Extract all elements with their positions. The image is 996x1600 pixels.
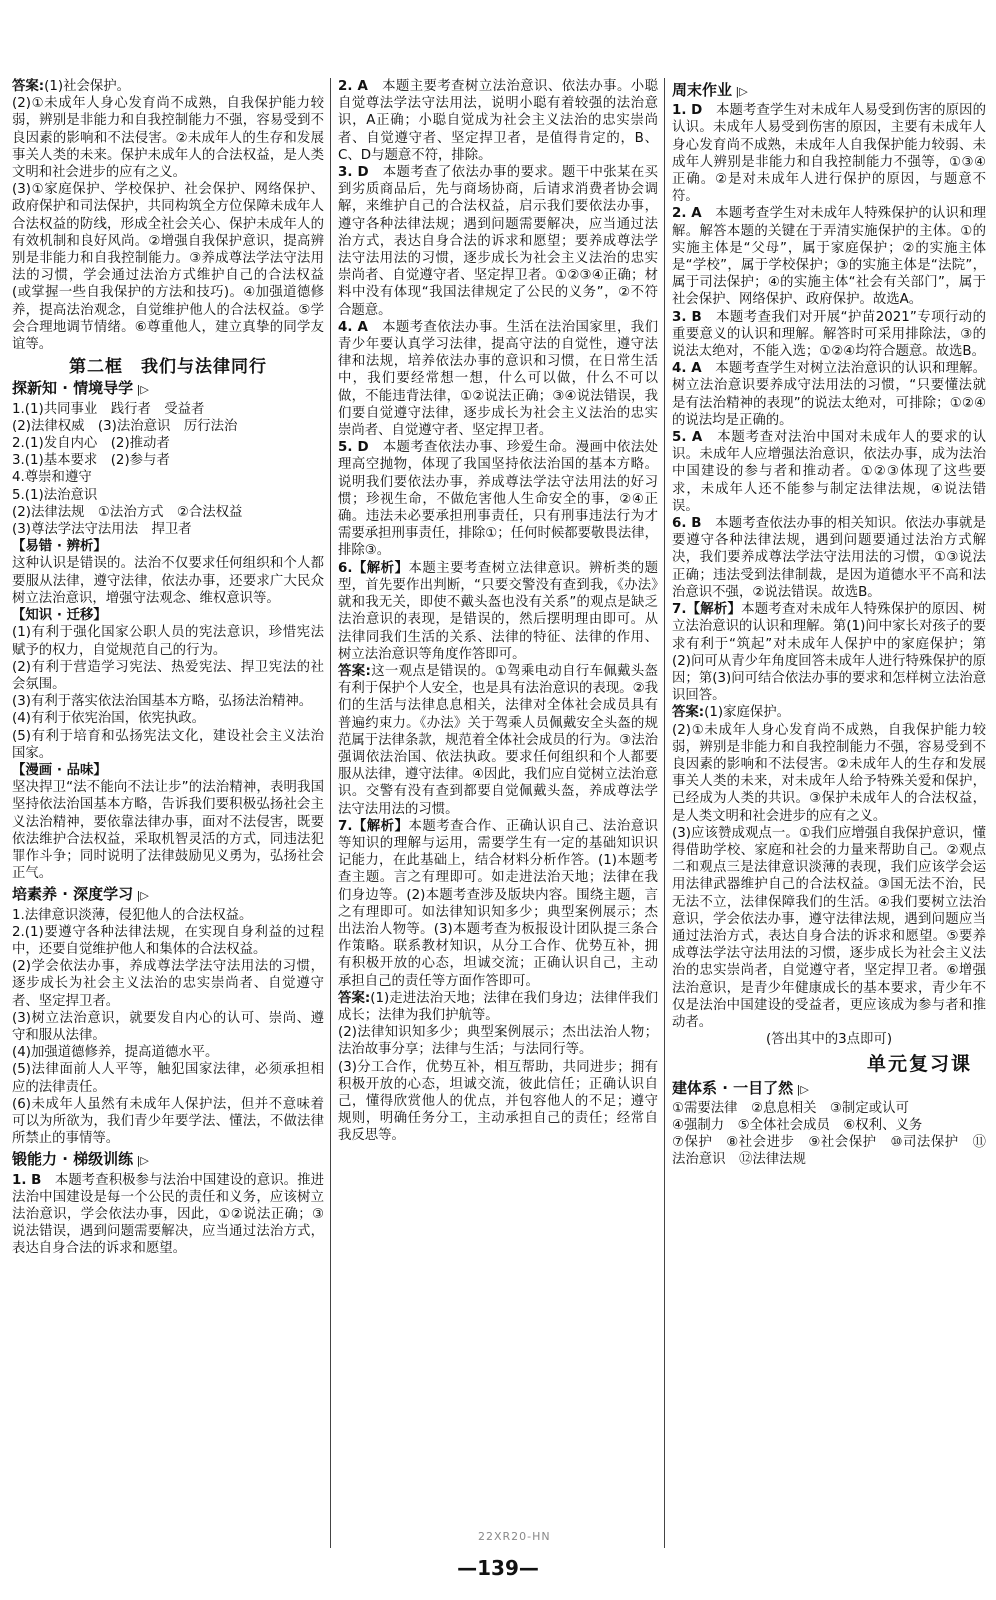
answer-text: 本题考查了依法办事的要求。题干中张某在买到劣质商品后，先与商场协商，后请求消费者协会调解，来维护自己的合法权益，启示我们要依法办事，遵守各种法律法规；遇到问题需要解决，应当通过法治方式，表达自身合法的诉求和愿望；要养成尊法学法守法用法的习惯，逐步成长为社会主义法治的忠实崇尚者、自觉遵守者、坚定捍卫者。①②③④正确；材料中没有体现“我国法律规定了公民的义务”，②不符合题意。 bbox=[338, 165, 658, 318]
section-header-label: 探新知 · 情境导学 bbox=[12, 379, 134, 398]
answer-text: (答出其中的3点即可) bbox=[765, 1032, 893, 1048]
answer-label: 答案: bbox=[338, 663, 371, 679]
answer-text: 本题主要考查树立法律意识。辨析类的题型，首先要作出判断，“只要交警没有查到我，《办法》就和我无关，即使不戴头盔也没有关系”的观点是缺乏法治意识的表现，是错误的，然后摆明理由即可。从法律同我们生活的关系、法律的特征、法律的作用、树立法治意识等角度作答即可。 bbox=[338, 560, 658, 662]
answer-label: 2. A bbox=[338, 79, 368, 94]
answer-paragraph bbox=[12, 710, 324, 727]
answer-text: 本题考查我们对开展“护苗2021”专项行动的重要意义的认识和理解。解答时可采用排除法，③的说法太绝对，不能入选；①②④均符合题意。故选B。 bbox=[672, 309, 986, 360]
answer-paragraph bbox=[12, 418, 324, 435]
answer-text: 1.法律意识淡薄，侵犯他人的合法权益。 bbox=[12, 907, 253, 923]
answer-paragraph bbox=[12, 538, 324, 555]
answer-text: (5)有利于培育和弘扬宪法文化，建设社会主义法治国家。 bbox=[12, 728, 324, 761]
section-arrow-icon: |▷ bbox=[133, 889, 149, 903]
answer-text: 本题考查合作、正确认识自己、法治意识等知识的理解与运用，需要学生有一定的基础知识识记能力，在此基础上，结合材料分析作答。(1)本题考查主题。言之有理即可。如走进法治天地；法律在我们身边等。(2)本题考查涉及版块内容。围绕主题，言之有理即可。如法律知识知多少；典型案例展示；杰出法治人物等。(3)本题考查为板报设计团队提三条合作策略。联系教材知识，从分工合作、优势互补，拥有积极开放的心态，坦诚交流；正确认识自己，主动承担自己的责任等方面作答即可。 bbox=[338, 818, 658, 989]
answer-paragraph bbox=[12, 1044, 324, 1061]
answer-label: 【易错 · 辨析】 bbox=[12, 539, 107, 555]
section-arrow-icon: |▷ bbox=[793, 1082, 809, 1096]
answer-text: (1)有利于强化国家公职人员的宪法意识，珍惜宪法赋予的权力，自觉规范自己的行为。 bbox=[12, 625, 324, 658]
unit-title: 单元复习课 bbox=[866, 1053, 972, 1076]
answer-text: 2.(1)发自内心 (2)推动者 bbox=[12, 436, 170, 452]
answer-paragraph bbox=[12, 521, 324, 538]
answer-label: 答案: bbox=[672, 705, 705, 721]
answer-paragraph bbox=[12, 181, 324, 353]
answer-paragraph bbox=[338, 1059, 658, 1145]
answer-paragraph bbox=[672, 1134, 986, 1168]
answer-paragraph bbox=[12, 907, 324, 924]
answer-paragraph bbox=[12, 555, 324, 607]
answer-text: (5)法律面前人人平等，触犯国家法律，必须承担相应的法律责任。 bbox=[12, 1062, 324, 1095]
answer-text: (2)法律知识知多少；典型案例展示；杰出法治人物；法治故事分享；法律与生活；与法同行等。 bbox=[338, 1025, 658, 1058]
answer-text: (3)尊法学法守法用法 捍卫者 bbox=[12, 522, 192, 538]
answer-text: 4.尊崇和遵守 bbox=[12, 470, 92, 486]
section-arrow-icon: |▷ bbox=[133, 383, 149, 397]
right-column bbox=[672, 78, 986, 1548]
answer-text: 本题考查依法办事的相关知识。依法办事就是要遵守各种法律法规，遇到问题要通过法治方式解决，我们要养成尊法学法守法用法的习惯，①③说法正确；违法受到法律制裁，是因为道德水平不高和法治意识不强，②说法错误。故选B。 bbox=[672, 516, 986, 600]
answer-paragraph bbox=[12, 452, 324, 469]
answer-paragraph bbox=[672, 205, 986, 308]
answer-paragraph bbox=[672, 601, 986, 704]
answer-paragraph bbox=[12, 728, 324, 762]
answer-paragraph bbox=[338, 990, 658, 1024]
answer-paragraph bbox=[12, 504, 324, 521]
answer-text: 本题考查学生对树立法治意识的认识和理解。树立法治意识要养成守法用法的习惯，“只要懂法就是有法治精神的表现”的说法太绝对，可排除；①②④的说法均是正确的。 bbox=[672, 361, 986, 428]
answer-paragraph bbox=[12, 693, 324, 710]
answer-label: 【知识 · 迁移】 bbox=[12, 608, 107, 624]
answer-text: (3)有利于落实依法治国基本方略，弘扬法治精神。 bbox=[12, 694, 313, 710]
answer-text: 坚决捍卫“法不能向不法让步”的法治精神，表明我国坚持依法治国基本方略，告诉我们要积极弘扬社会主义法治精神，要依靠法律办事，面对不法侵害，既要依法维护合法权益，采取机智灵活的方式，同违法犯罪作斗争；同时说明了法律鼓励见义勇为，弘扬社会正气。 bbox=[12, 780, 324, 882]
answer-label: 7.【解析】 bbox=[338, 818, 409, 834]
answer-label: 5. A bbox=[672, 430, 703, 446]
section-header bbox=[12, 1151, 324, 1169]
answer-label: 【漫画 · 品味】 bbox=[12, 762, 107, 778]
answer-text: 本题考查依法办事。生活在法治国家里，我们青少年要认真学习法律，提高守法的自觉性，遵守法律和法规，培养依法办事的意识和习惯，在日常生活中，我们要经常想一想，什么可以做，什么不可以做，不能违背法律，①②说法正确；③④说法错误，我们要自觉遵守法律，逐步成长为社会主义法治的忠实崇尚者、自觉遵守者、坚定捍卫者。 bbox=[338, 319, 658, 439]
answer-paragraph bbox=[672, 102, 986, 205]
section-arrow-icon: |▷ bbox=[133, 1154, 149, 1168]
answer-text: (2)①未成年人身心发育尚不成熟，自我保护能力较弱，辨别是非能力和自我控制能力不强，容易受到不良因素的影响和不法侵害。②未成年人的生存和发展事关人类的未来，对未成年人给予特殊关爱和保护，已经成为人类的共识。③保护未成年人的合法权益，是人类文明和社会进步的应有之义。 bbox=[672, 722, 986, 824]
answer-paragraph bbox=[338, 78, 658, 164]
print-code: 22XR20-HN bbox=[478, 1530, 551, 1543]
answer-paragraph bbox=[338, 439, 658, 559]
answer-text: ④强制力 ⑤全体社会成员 ⑥权利、义务 bbox=[672, 1117, 923, 1133]
answer-paragraph bbox=[338, 560, 658, 663]
answer-paragraph bbox=[12, 624, 324, 658]
section-header bbox=[12, 886, 324, 904]
section-header-label: 建体系 · 一目了然 bbox=[672, 1078, 794, 1097]
answer-paragraph bbox=[672, 515, 986, 601]
answer-paragraph bbox=[338, 818, 658, 990]
answer-text: 本题考查对未成年人特殊保护的原因、树立法治意识的认识和理解。第(1)问中家长对孩子的要求有利于“筑起”对未成年人保护中的家庭保护；第(2)问可从青少年角度回答未成年人进行特殊保护的原因；第(3)问可结合依法办事的要求和怎样树立法治意识回答。 bbox=[672, 602, 986, 704]
answer-text: 本题考查依法办事、珍爱生命。漫画中依法处理高空抛物，体现了我国坚持依法治国的基本方略。说明我们要依法办事，养成尊法学法守法用法的好习惯；珍视生命，不做危害他人生命安全的事，②④正确。违法未必要承担刑事责任，只有刑事违法行为才需要承担刑事责任，排除①；任何时候都要敬畏法律，排除③。 bbox=[338, 440, 658, 559]
answer-text: 本题考查学生对未成年人易受到伤害的原因的认识。未成年人易受到伤害的原因，主要有未成年人身心发育尚不成熟，未成年人自我保护能力较弱、未成年人辨别是非能力和自我控制能力不强等，①③④正确。②是对未成年人进行保护的原因，与题意不符。 bbox=[672, 103, 986, 205]
answer-label: 4. A bbox=[338, 319, 368, 335]
answer-paragraph bbox=[672, 704, 986, 721]
column-divider-2 bbox=[664, 78, 665, 1548]
answer-paragraph bbox=[672, 429, 986, 515]
answer-text: 这一观点是错误的。①驾乘电动自行车佩戴头盔有利于保护个人安全，也是具有法治意识的表现。②我们的生活与法律息息相关，法律对全体社会成员具有普遍约束力。《办法》关于驾乘人员佩戴安全头盔的规范属于法律条款，规范着全体社会成员的行为。③法治强调依法治国、依法执政。要求任何组织和个人都要服从法律，遵守法律。④因此，我们应自觉树立法治意识。交警有没有查到都要自觉佩戴头盔，养成尊法学法守法用法的习惯。 bbox=[338, 663, 658, 817]
answer-label: 5. D bbox=[338, 440, 369, 456]
answer-text: 本题考查对法治中国对未成年人的要求的认识。未成年人应增强法治意识，依法办事，成为法治中国建设的参与者和推动者。①②③体现了这些要求，未成年人还不能参与制定法律法规，④说法错误。 bbox=[672, 430, 986, 514]
section-arrow-icon: |▷ bbox=[732, 85, 748, 98]
answer-label: 1. B bbox=[12, 1172, 42, 1188]
left-column bbox=[12, 78, 324, 1548]
answer-text: (3)分工合作，优势互补，相互帮助，共同进步；拥有积极开放的心态，坦诚交流，彼此信任；正确认识自己，懂得欣赏他人的优点，并包容他人的不足；遵守规则，明确任务分工，主动承担自己的责任；经常自我反思等。 bbox=[338, 1059, 658, 1144]
answer-paragraph bbox=[672, 722, 986, 825]
answer-paragraph bbox=[672, 825, 986, 1031]
answer-text: (2)①未成年人身心发育尚不成熟，自我保护能力较弱，辨别是非能力和自我控制能力不强，容易受到不良因素的影响和不法侵害。②未成年人的生存和发展事关人类的未来。保护未成年人的合法权益，是人类文明和社会进步的应有之义。 bbox=[12, 96, 324, 181]
answer-text: (3)树立法治意识，就要发自内心的认可、崇尚、遵守和服从法律。 bbox=[12, 1010, 324, 1043]
answer-text: (6)未成年人虽然有未成年人保护法，但并不意味着可以为所欲为，我们青少年要学法、懂法，不做法律所禁止的事情等。 bbox=[12, 1096, 324, 1147]
answer-paragraph bbox=[12, 1096, 324, 1148]
answer-paragraph bbox=[338, 1024, 658, 1058]
page-number: —139— bbox=[457, 1556, 539, 1580]
answer-label: 1. D bbox=[672, 103, 703, 119]
answer-label: 答案: bbox=[12, 79, 45, 94]
answer-paragraph bbox=[12, 469, 324, 486]
answer-paragraph bbox=[12, 95, 324, 181]
answer-paragraph bbox=[12, 1010, 324, 1044]
answer-label: 7.【解析】 bbox=[672, 602, 742, 618]
answer-text: ⑦保护 ⑧社会进步 ⑨社会保护 ⑩司法保护 ⑪法治意识 ⑫法律法规 bbox=[672, 1135, 986, 1168]
answer-paragraph bbox=[12, 78, 324, 95]
answer-paragraph bbox=[12, 659, 324, 693]
answer-text: (2)有利于营造学习宪法、热爱宪法、捍卫宪法的社会氛围。 bbox=[12, 659, 324, 692]
answer-text: (1)社会保护。 bbox=[44, 79, 131, 94]
answer-text: (2)法律法规 ①法治方式 ②合法权益 bbox=[12, 504, 243, 520]
answer-text: 本题考查积极参与法治中国建设的意识。推进法治中国建设是每一个公民的责任和义务，应该树立法治意识，学会依法办事，因此，①②说法正确；③说法错误，遇到问题需要解决，应当通过法治方式，表达自身合法的诉求和愿望。 bbox=[12, 1172, 324, 1257]
answer-text: (3)①家庭保护、学校保护、社会保护、网络保护、政府保护和司法保护，共同构筑全方位保障未成年人合法权益的防线，形成全社会关心、保护未成年人的有效机制和良好风尚。②增强自我保护意识，提高辨别是非能力和自我控制能力。③养成尊法学法守法用法的习惯，学会通过法治方式维护自己的合法权益(或掌握一些自我保护的方法和技巧)。④加强道德修养，提高法治观念，自觉维护他人的合法权益。⑤学会合理地调节情绪。⑥尊重他人，建立真挚的同学友谊等。 bbox=[12, 182, 324, 353]
section-title: 第二框 我们与法律同行 bbox=[69, 357, 267, 378]
answer-paragraph bbox=[12, 924, 324, 958]
answer-label: 4. A bbox=[672, 361, 702, 377]
answer-label: 6. B bbox=[672, 516, 702, 532]
answer-text: (2)学会依法办事，养成尊法学法守法用法的习惯，逐步成长为社会主义法治的忠实崇尚者、自觉遵守者、坚定捍卫者。 bbox=[12, 959, 324, 1009]
answer-paragraph bbox=[12, 958, 324, 1010]
answer-paragraph bbox=[338, 319, 658, 439]
answer-text: 本题主要考查树立法治意识、依法办事。小聪自觉尊法学法守法用法，说明小聪有着较强的法治意识，A正确；小聪自觉成为社会主义法治的忠实崇尚者、自觉遵守者、坚定捍卫者，是值得肯定的，B、C、D与题意不符，排除。 bbox=[338, 79, 658, 163]
answer-label: 2. A bbox=[672, 206, 702, 222]
answer-paragraph bbox=[672, 360, 986, 429]
answer-label: 3. B bbox=[672, 309, 702, 325]
answer-text: (3)应该赞成观点一。①我们应增强自我保护意识，懂得借助学校、家庭和社会的力量来帮助自己。②观点二和观点三是法律意识淡薄的表现，我们应该学会运用法律武器维护自己的合法权益。③国无法不治，民无法不立，法律保障我们的生活。④我们要树立法治意识，学会依法办事，遵守法律法规，遇到问题应当通过法治方式，表达自身合法的诉求和愿望。⑤要养成尊法学法守法用法的习惯，逐步成长为社会主义法治的忠实崇尚者，自觉遵守者，坚定捍卫者。⑥增强法治意识，是青少年健康成长的基本要求，青少年不仅是法治中国建设的受益者，更应该成为参与者和推动者。 bbox=[672, 825, 986, 1030]
answer-paragraph bbox=[672, 1117, 986, 1134]
section-header bbox=[672, 1080, 986, 1098]
section-header-label: 周末作业 bbox=[672, 81, 733, 99]
answer-paragraph bbox=[12, 1061, 324, 1095]
answer-paragraph bbox=[12, 1172, 324, 1258]
answer-paragraph bbox=[672, 1031, 986, 1048]
answer-text: 3.(1)基本要求 (2)参与者 bbox=[12, 453, 170, 469]
section-header-label: 培素养 · 深度学习 bbox=[12, 885, 134, 904]
section-header bbox=[672, 82, 986, 100]
answer-label: 3. D bbox=[338, 165, 369, 181]
answer-text: 2.(1)要遵守各种法律法规，在实现自身利益的过程中，还要自觉维护他人和集体的合法权益。 bbox=[12, 924, 324, 957]
middle-column bbox=[338, 78, 658, 1548]
answer-text: (4)有利于依宪治国，依宪执政。 bbox=[12, 711, 206, 727]
section-header bbox=[12, 380, 324, 398]
answer-paragraph bbox=[12, 435, 324, 452]
answer-text: 1.(1)共同事业 践行者 受益者 bbox=[12, 401, 205, 417]
answer-paragraph bbox=[338, 164, 658, 319]
answer-paragraph bbox=[12, 401, 324, 418]
answer-label: 6.【解析】 bbox=[338, 560, 409, 576]
answer-text: 这种认识是错误的。法治不仅要求任何组织和个人都要服从法律，遵守法律，依法办事，还要求广大民众树立法治意识，增强守法观念、维权意识等。 bbox=[12, 556, 324, 606]
answer-paragraph bbox=[672, 309, 986, 361]
answer-text: ①需要法律 ②息息相关 ③制定或认可 bbox=[672, 1100, 909, 1116]
answer-text: 5.(1)法治意识 bbox=[12, 487, 98, 503]
section-header-label: 锻能力 · 梯级训练 bbox=[12, 1150, 134, 1169]
answer-text: 本题考查学生对未成年人特殊保护的认识和理解。解答本题的关键在于弄清实施保护的主体。①的实施主体是“父母”，属于家庭保护；②的实施主体是“学校”，属于学校保护；③的实施主体是“法院”，属于司法保护；④的实施主体“社会有关部门”，属于社会保护、网络保护、政府保护。故选A。 bbox=[672, 206, 986, 308]
answer-text: (1)家庭保护。 bbox=[704, 705, 791, 721]
answer-paragraph bbox=[672, 1100, 986, 1117]
answer-paragraph bbox=[338, 663, 658, 818]
answer-text: (4)加强道德修养，提高道德水平。 bbox=[12, 1045, 219, 1061]
answer-text: (2)法律权威 (3)法治意识 厉行法治 bbox=[12, 418, 238, 434]
answer-paragraph bbox=[12, 607, 324, 624]
answer-paragraph bbox=[12, 779, 324, 882]
answer-paragraph bbox=[12, 487, 324, 504]
answer-label: 答案: bbox=[338, 990, 371, 1006]
answer-paragraph bbox=[12, 762, 324, 779]
column-divider-1 bbox=[330, 78, 331, 1548]
answer-text: (1)走进法治天地；法律在我们身边；法律伴我们成长；法律为我们护航等。 bbox=[338, 990, 658, 1023]
